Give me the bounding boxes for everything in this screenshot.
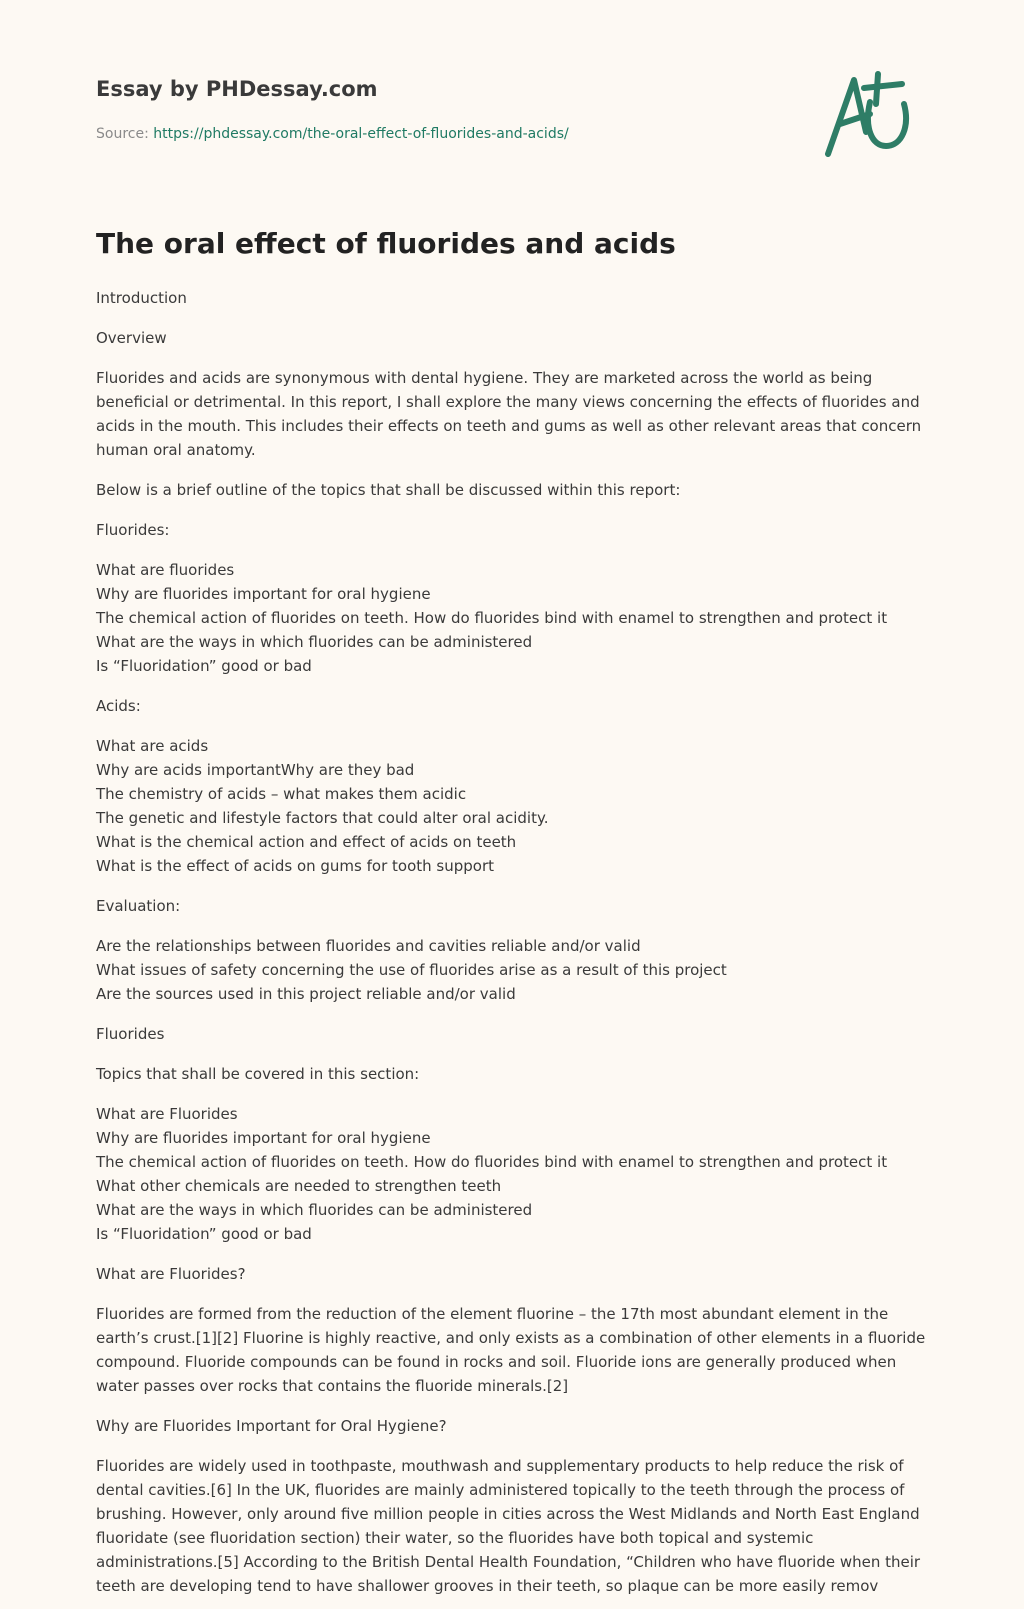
why-heading: Why are Fluorides Important for Oral Hygiene?	[96, 1417, 447, 1435]
fluorides-heading: Fluorides:	[96, 521, 170, 539]
evaluation-list	[96, 934, 936, 1006]
list-item: What are the ways in which fluorides can be administered	[96, 633, 533, 651]
list-item: What other chemicals are needed to strengthen teeth	[96, 1177, 502, 1195]
list-item: Are the relationships between fluorides and cavities reliable and/or valid	[96, 937, 641, 955]
section-topics-list	[96, 1102, 936, 1246]
intro-heading: Introduction	[96, 289, 187, 307]
overview-paragraph: Fluorides and acids are synonymous with dental hygiene. They are marketed across the world as being beneficial or detrimental. In this report, I shall explore the many views concerning the effects of fluorides and acids in the mouth. This includes their effects on teeth and gums as well as other relevant areas that concern human oral anatomy.	[96, 369, 922, 459]
list-item: What is the effect of acids on gums for tooth support	[96, 857, 494, 875]
source-label: Source:	[96, 126, 154, 142]
list-item: The chemical action of fluorides on teeth. How do fluorides bind with enamel to strengthen and protect it	[96, 1153, 888, 1171]
list-item: What are Fluorides	[96, 1105, 238, 1123]
list-item: Why are fluorides important for oral hygiene	[96, 1129, 431, 1147]
list-item: What are fluorides	[96, 561, 235, 579]
list-item: Is “Fluoridation” good or bad	[96, 657, 312, 675]
list-item: The chemistry of acids – what makes them acidic	[96, 785, 467, 803]
a-plus-logo-icon	[820, 66, 930, 166]
acids-heading: Acids:	[96, 697, 141, 715]
outline-intro: Below is a brief outline of the topics that shall be discussed within this report:	[96, 481, 681, 499]
list-item: Is “Fluoridation” good or bad	[96, 1225, 312, 1243]
article-title: The oral effect of fluorides and acids	[96, 227, 676, 260]
section-topics-intro: Topics that shall be covered in this section:	[96, 1065, 420, 1083]
why-paragraph: Fluorides are widely used in toothpaste, mouthwash and supplementary products to help reduce the risk of dental cavities.[6] In the UK, fluorides are mainly administered topically to the teeth through the process of brushing. However, only around five million people in cities across the West Midlands and North East England fluoridate (see fluoridation section) their water, so the fluorides have both topical and systemic administrations.[5] According to the British Dental Health Foundation, “Children who have fluoride when their teeth are developing tend to have shallower grooves in their teeth, so plaque can be more easily remov	[96, 1457, 921, 1595]
list-item: The chemical action of fluorides on teeth. How do fluorides bind with enamel to strengthen and protect it	[96, 609, 888, 627]
list-item: What are acids	[96, 737, 209, 755]
list-item: What issues of safety concerning the use of fluorides arise as a result of this project	[96, 961, 727, 979]
evaluation-heading: Evaluation:	[96, 897, 181, 915]
overview-heading: Overview	[96, 329, 167, 347]
source-link[interactable]: https://phdessay.com/the-oral-effect-of-fluorides-and-acids/	[153, 126, 569, 142]
fluorides-list	[96, 558, 936, 678]
source-line	[96, 124, 796, 144]
what-are-heading: What are Fluorides?	[96, 1265, 246, 1283]
article	[96, 222, 936, 1609]
brand-title: Essay by PHDessay.com	[96, 77, 378, 101]
acids-list	[96, 734, 936, 878]
list-item: What is the chemical action and effect of acids on teeth	[96, 833, 517, 851]
what-are-paragraph: Fluorides are formed from the reduction of the element fluorine – the 17th most abundant element in the earth’s crust.[1][2] Fluorine is highly reactive, and only exists as a combination of other elements in a fluoride compound. Fluoride compounds can be found in rocks and soil. Fluoride ions are generally produced when water passes over rocks that contains the fluoride minerals.[2]	[96, 1305, 926, 1395]
list-item: Why are fluorides important for oral hygiene	[96, 585, 431, 603]
header	[96, 74, 796, 144]
list-item: The genetic and lifestyle factors that could alter oral acidity.	[96, 809, 549, 827]
section-fluorides-heading: Fluorides	[96, 1025, 165, 1043]
list-item: What are the ways in which fluorides can be administered	[96, 1201, 533, 1219]
list-item: Why are acids importantWhy are they bad	[96, 761, 415, 779]
list-item: Are the sources used in this project reliable and/or valid	[96, 985, 516, 1003]
